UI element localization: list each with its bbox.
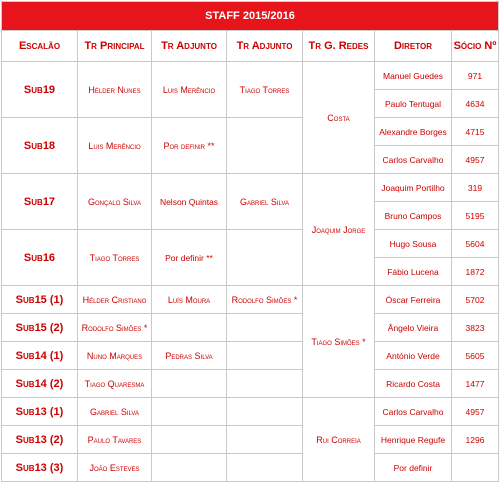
director-cell: Por definir [375, 454, 452, 482]
director-cell: Henrique Regufe [375, 426, 452, 454]
adjunto1-cell [152, 314, 227, 342]
principal-cell: Rodolfo Simões * [78, 314, 152, 342]
header-row [2, 31, 499, 62]
redes-cell: Rui Correia [303, 398, 375, 482]
principal-cell: Gonçalo Silva [78, 174, 152, 230]
escalao-cell: Sub18 [2, 118, 78, 174]
principal-cell: Hélder Nunes [78, 62, 152, 118]
table-title: STAFF 2015/2016 [2, 2, 499, 31]
adjunto2-cell [227, 370, 303, 398]
header-tr-principal: Tr Principal [78, 31, 152, 62]
adjunto1-cell: Por definir ** [152, 118, 227, 174]
director-cell: Alexandre Borges [375, 118, 452, 146]
adjunto1-cell: Pedras Silva [152, 342, 227, 370]
principal-cell: Nuno Marques [78, 342, 152, 370]
socio-cell: 4957 [452, 398, 499, 426]
socio-cell: 5605 [452, 342, 499, 370]
director-cell: Carlos Carvalho [375, 398, 452, 426]
principal-cell: Tiago Quaresma [78, 370, 152, 398]
director-cell: Manuel Guedes [375, 62, 452, 90]
socio-cell: 5195 [452, 202, 499, 230]
adjunto2-cell: Tiago Torres [227, 62, 303, 118]
socio-cell: 4957 [452, 146, 499, 174]
director-cell: Hugo Sousa [375, 230, 452, 258]
adjunto1-cell [152, 454, 227, 482]
adjunto1-cell: Nelson Quintas [152, 174, 227, 230]
escalao-cell: Sub13 (1) [2, 398, 78, 426]
socio-cell: 319 [452, 174, 499, 202]
adjunto2-cell [227, 398, 303, 426]
escalao-cell: Sub15 (2) [2, 314, 78, 342]
socio-cell: 1872 [452, 258, 499, 286]
adjunto2-cell [227, 454, 303, 482]
socio-cell: 971 [452, 62, 499, 90]
principal-cell: Hélder Cristiano [78, 286, 152, 314]
header-diretor: Diretor [375, 31, 452, 62]
socio-cell [452, 454, 499, 482]
escalao-cell: Sub16 [2, 230, 78, 286]
principal-cell: João Esteves [78, 454, 152, 482]
table-row [2, 118, 499, 146]
director-cell: Carlos Carvalho [375, 146, 452, 174]
header-tr-g-redes: Tr G. Redes [303, 31, 375, 62]
adjunto2-cell [227, 426, 303, 454]
title-row [2, 2, 499, 31]
socio-cell: 1296 [452, 426, 499, 454]
escalao-cell: Sub19 [2, 62, 78, 118]
socio-cell: 5702 [452, 286, 499, 314]
adjunto1-cell: Por definir ** [152, 230, 227, 286]
adjunto2-cell [227, 230, 303, 286]
escalao-cell: Sub14 (1) [2, 342, 78, 370]
header-tr-adjunto-2: Tr Adjunto [227, 31, 303, 62]
redes-cell: Tiago Simões * [303, 286, 375, 398]
escalao-cell: Sub14 (2) [2, 370, 78, 398]
director-cell: Ricardo Costa [375, 370, 452, 398]
director-cell: Fábio Lucena [375, 258, 452, 286]
director-cell: Ângelo Vieira [375, 314, 452, 342]
adjunto2-cell: Rodolfo Simões * [227, 286, 303, 314]
header-socio: Sócio Nº [452, 31, 499, 62]
table-row [2, 314, 499, 342]
socio-cell: 3823 [452, 314, 499, 342]
escalao-cell: Sub13 (3) [2, 454, 78, 482]
socio-cell: 1477 [452, 370, 499, 398]
escalao-cell: Sub17 [2, 174, 78, 230]
staff-table [1, 1, 499, 482]
director-cell: Joaquim Portilho [375, 174, 452, 202]
header-tr-adjunto-1: Tr Adjunto [152, 31, 227, 62]
adjunto1-cell: Luís Moura [152, 286, 227, 314]
header-escalao: Escalão [2, 31, 78, 62]
director-cell: António Verde [375, 342, 452, 370]
table-row [2, 398, 499, 426]
table-row [2, 286, 499, 314]
redes-cell: Costa [303, 62, 375, 174]
redes-cell: Joaquim Jorge [303, 174, 375, 286]
director-cell: Bruno Campos [375, 202, 452, 230]
table-row [2, 426, 499, 454]
principal-cell: Luis Merêncio [78, 118, 152, 174]
escalao-cell: Sub15 (1) [2, 286, 78, 314]
director-cell: Paulo Tentugal [375, 90, 452, 118]
adjunto2-cell [227, 118, 303, 174]
adjunto2-cell [227, 342, 303, 370]
adjunto1-cell [152, 426, 227, 454]
table-row [2, 370, 499, 398]
socio-cell: 4634 [452, 90, 499, 118]
adjunto1-cell [152, 398, 227, 426]
adjunto1-cell [152, 370, 227, 398]
socio-cell: 4715 [452, 118, 499, 146]
principal-cell: Paulo Tavares [78, 426, 152, 454]
adjunto2-cell: Gabriel Silva [227, 174, 303, 230]
table-row [2, 174, 499, 202]
director-cell: Óscar Ferreira [375, 286, 452, 314]
table-row [2, 454, 499, 482]
escalao-cell: Sub13 (2) [2, 426, 78, 454]
table-row [2, 342, 499, 370]
table-row [2, 62, 499, 90]
adjunto2-cell [227, 314, 303, 342]
adjunto1-cell: Luis Merêncio [152, 62, 227, 118]
principal-cell: Gabriel Silva [78, 398, 152, 426]
socio-cell: 5604 [452, 230, 499, 258]
principal-cell: Tiago Torres [78, 230, 152, 286]
table-row [2, 230, 499, 258]
